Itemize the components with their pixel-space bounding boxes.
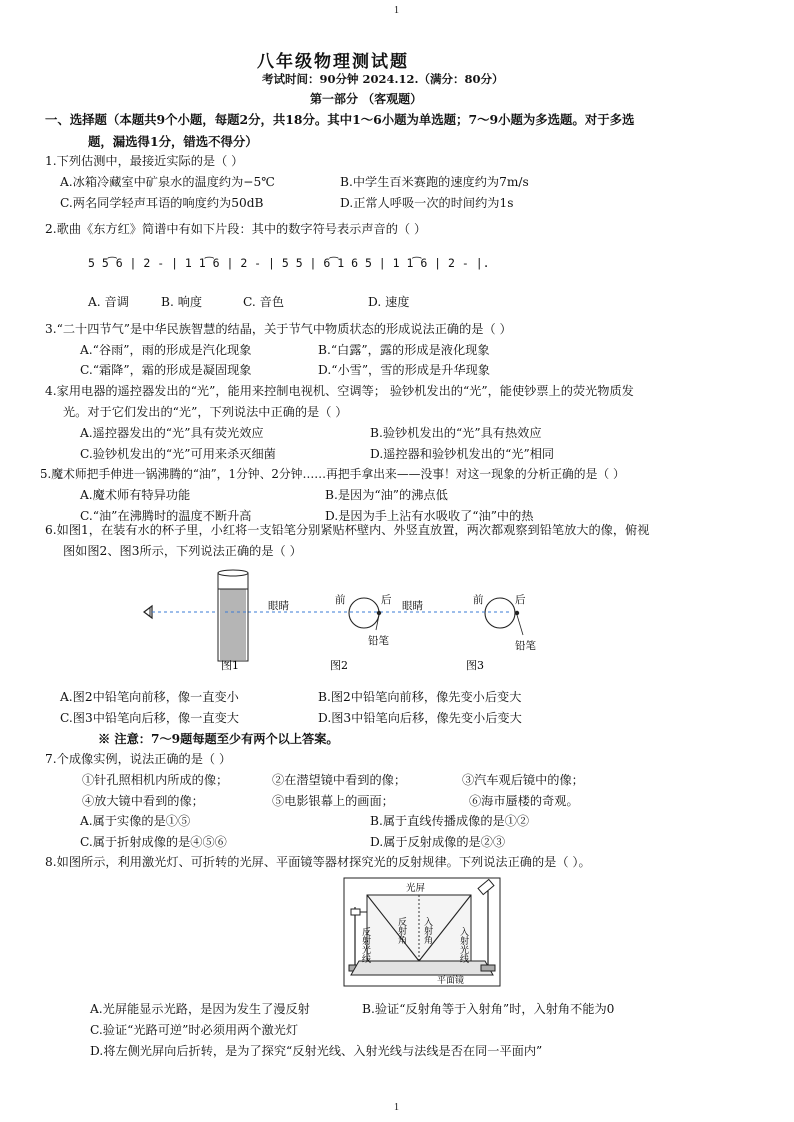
- q7-item-5: ⑤电影银幕上的画面；: [272, 794, 394, 808]
- exam-info: 考试时间：90分钟 2024.12.（满分：80分）: [262, 72, 504, 86]
- q6-stem-line1: 6.如图1，在装有水的杯子里，小红将一支铅笔分别紧贴杯壁内、外竖直放置，两次都观察到铅笔放大的像，俯视: [45, 523, 650, 537]
- q7-stem: 7.个成像实例，说法正确的是（ ）: [45, 752, 232, 766]
- q8-stem: 8.如图所示，利用激光灯、可折转的光屏、平面镜等器材探究光的反射规律。下列说法正确的是（ ）。: [45, 855, 591, 869]
- multi-answer-note: ※ 注意：7～9题每题至少有两个以上答案。: [98, 732, 339, 746]
- q1-option-c: C.两名同学轻声耳语的响度约为50dB: [60, 196, 264, 210]
- section-heading-line2: 题，漏选得1分，错选不得分）: [88, 134, 258, 149]
- fig3-front-label: 前: [473, 594, 484, 606]
- q6-option-c: C.图3中铅笔向后移，像一直变大: [60, 711, 239, 725]
- q8-option-c: C.验证“光路可逆”时必须用两个激光灯: [90, 1023, 299, 1037]
- fig1-label: 图1: [221, 659, 239, 672]
- q8-option-d: D.将左侧光屏向后折转，是为了探究“反射光线、入射光线与法线是否在同一平面内”: [90, 1044, 543, 1058]
- q6-stem-line2: 图如图2、图3所示，下列说法正确的是（ ）: [63, 544, 302, 558]
- q6-option-d: D.图3中铅笔向后移，像先变小后变大: [318, 711, 522, 725]
- q7-item-6: ⑥海市蜃楼的奇观。: [469, 794, 579, 808]
- fig3-pencil-dot: [515, 611, 519, 615]
- q4-stem-line1: 4.家用电器的遥控器发出的“光”，能用来控制电视机、空调等； 验钞机发出的“光”，能使钞票上的荧光物质发: [45, 384, 634, 398]
- q5-option-d: D.是因为手上沾有水吸收了“油”中的热: [325, 509, 534, 523]
- section-heading-line1: 一、选择题（本题共9个小题，每题2分，共18分。其中1～6小题为单选题；7～9小题为多选题。对于多选: [45, 112, 635, 127]
- q7-option-d: D.属于反射成像的是②③: [370, 835, 506, 849]
- reflected-ray-label: 反射光线: [360, 927, 370, 963]
- fig3-pencil-label: 铅笔: [515, 640, 536, 652]
- q5-stem: 5.魔术师把手伸进一锅沸腾的“油”，1分钟、2分钟……再把手拿出来——没事！对这一现象的分析正确的是（ ）: [40, 467, 625, 481]
- fig1-water-cup: [218, 570, 248, 661]
- q2-option-d: D. 速度: [368, 295, 410, 309]
- q6-option-b: B.图2中铅笔向前移，像先变小后变大: [318, 690, 522, 704]
- fig2-pencil-label: 铅笔: [368, 635, 389, 647]
- q3-option-b: B.“白露”，露的形成是液化现象: [318, 343, 490, 357]
- q2-notation: 5 5͡6 | 2 - | 1 1͡6 | 2 - | 5 5 | 6͡1 6 5 | 1 1͡6 | 2 - |.: [88, 256, 490, 270]
- fig3-cup-circle: [485, 598, 515, 628]
- q1-option-a: A.冰箱冷藏室中矿泉水的温度约为−5℃: [60, 175, 275, 189]
- fig3-label: 图3: [466, 659, 484, 672]
- q4-option-a: A.遥控器发出的“光”具有荧光效应: [80, 426, 264, 440]
- fig2-back-label: 后: [381, 594, 392, 606]
- q3-option-d: D.“小雪”，雪的形成是升华现象: [318, 363, 490, 377]
- q7-option-b: B.属于直线传播成像的是①②: [370, 814, 530, 828]
- q1-stem: 1.下列估测中，最接近实际的是（ ）: [45, 154, 244, 168]
- plane-mirror: [351, 961, 493, 975]
- q3-option-c: C.“霜降”，霜的形成是凝固现象: [80, 363, 252, 377]
- q7-option-a: A.属于实像的是①⑤: [80, 814, 191, 828]
- fig2-eye-label: 眼睛: [268, 600, 289, 612]
- q1-option-d: D.正常人呼吸一次的时间约为1s: [340, 196, 514, 210]
- q7-item-3: ③汽车观后镜中的像；: [462, 773, 584, 787]
- q7-item-4: ④放大镜中看到的像；: [82, 794, 204, 808]
- q4-stem-line2: 光。对于它们发出的“光”，下列说法中正确的是（ ）: [63, 405, 348, 419]
- q4-option-b: B.验钞机发出的“光”具有热效应: [370, 426, 542, 440]
- q7-item-2: ②在潜望镜中看到的像；: [272, 773, 407, 787]
- q5-option-a: A.魔术师有特异功能: [80, 488, 191, 502]
- q1-option-b: B.中学生百米赛跑的速度约为7m/s: [340, 175, 529, 189]
- q4-option-c: C.验钞机发出的“光”可用来杀灭细菌: [80, 447, 276, 461]
- q8-option-a: A.光屏能显示光路，是因为发生了漫反射: [90, 1002, 310, 1016]
- fig1-eye-icon: [144, 606, 152, 618]
- fig3-back-label: 后: [515, 594, 526, 606]
- q5-option-b: B.是因为“油”的沸点低: [325, 488, 448, 502]
- fig3-eye-label: 眼睛: [402, 600, 423, 612]
- q7-item-1: ①针孔照相机内所成的像；: [82, 773, 229, 787]
- q2-option-b: B. 响度: [161, 295, 203, 309]
- q5-option-c: C.“油”在沸腾时的温度不断升高: [80, 509, 252, 523]
- reflection-angle-label: 反射角: [396, 917, 406, 944]
- fig2-label: 图2: [330, 659, 348, 672]
- q6-option-a: A.图2中铅笔向前移，像一直变小: [60, 690, 239, 704]
- incidence-angle-label: 入射角: [422, 917, 432, 944]
- q3-option-a: A.“谷雨”，雨的形成是汽化现象: [80, 343, 252, 357]
- page-number-top: 1: [394, 5, 399, 16]
- mirror-label: 平面镜: [437, 976, 465, 986]
- q6-figure: [130, 565, 550, 677]
- screen-label: 光屏: [406, 883, 426, 894]
- incident-ray-label: 入射光线: [458, 927, 468, 963]
- part-title: 第一部分 （客观题）: [310, 92, 423, 106]
- q8-figure: [343, 877, 501, 987]
- fig2-front-label: 前: [335, 594, 346, 606]
- q7-option-c: C.属于折射成像的是④⑤⑥: [80, 835, 227, 849]
- fig2-cup-circle: [349, 598, 379, 628]
- q3-stem: 3.“二十四节气”是中华民族智慧的结晶，关于节气中物质状态的形成说法正确的是（ ）: [45, 322, 512, 336]
- fig2-pencil-dot: [377, 611, 381, 615]
- exam-title: 八年级物理测试题: [257, 52, 409, 72]
- page-number-bottom: 1: [394, 1102, 399, 1113]
- q2-option-a: A. 音调: [88, 295, 129, 309]
- q8-option-b: B.验证“反射角等于入射角”时，入射角不能为0: [362, 1002, 615, 1016]
- q4-option-d: D.遥控器和验钞机发出的“光”相同: [370, 447, 555, 461]
- light-screen: [367, 895, 471, 961]
- q2-option-c: C. 音色: [243, 295, 285, 309]
- q2-stem: 2.歌曲《东方红》简谱中有如下片段：其中的数字符号表示声音的（ ）: [45, 222, 427, 236]
